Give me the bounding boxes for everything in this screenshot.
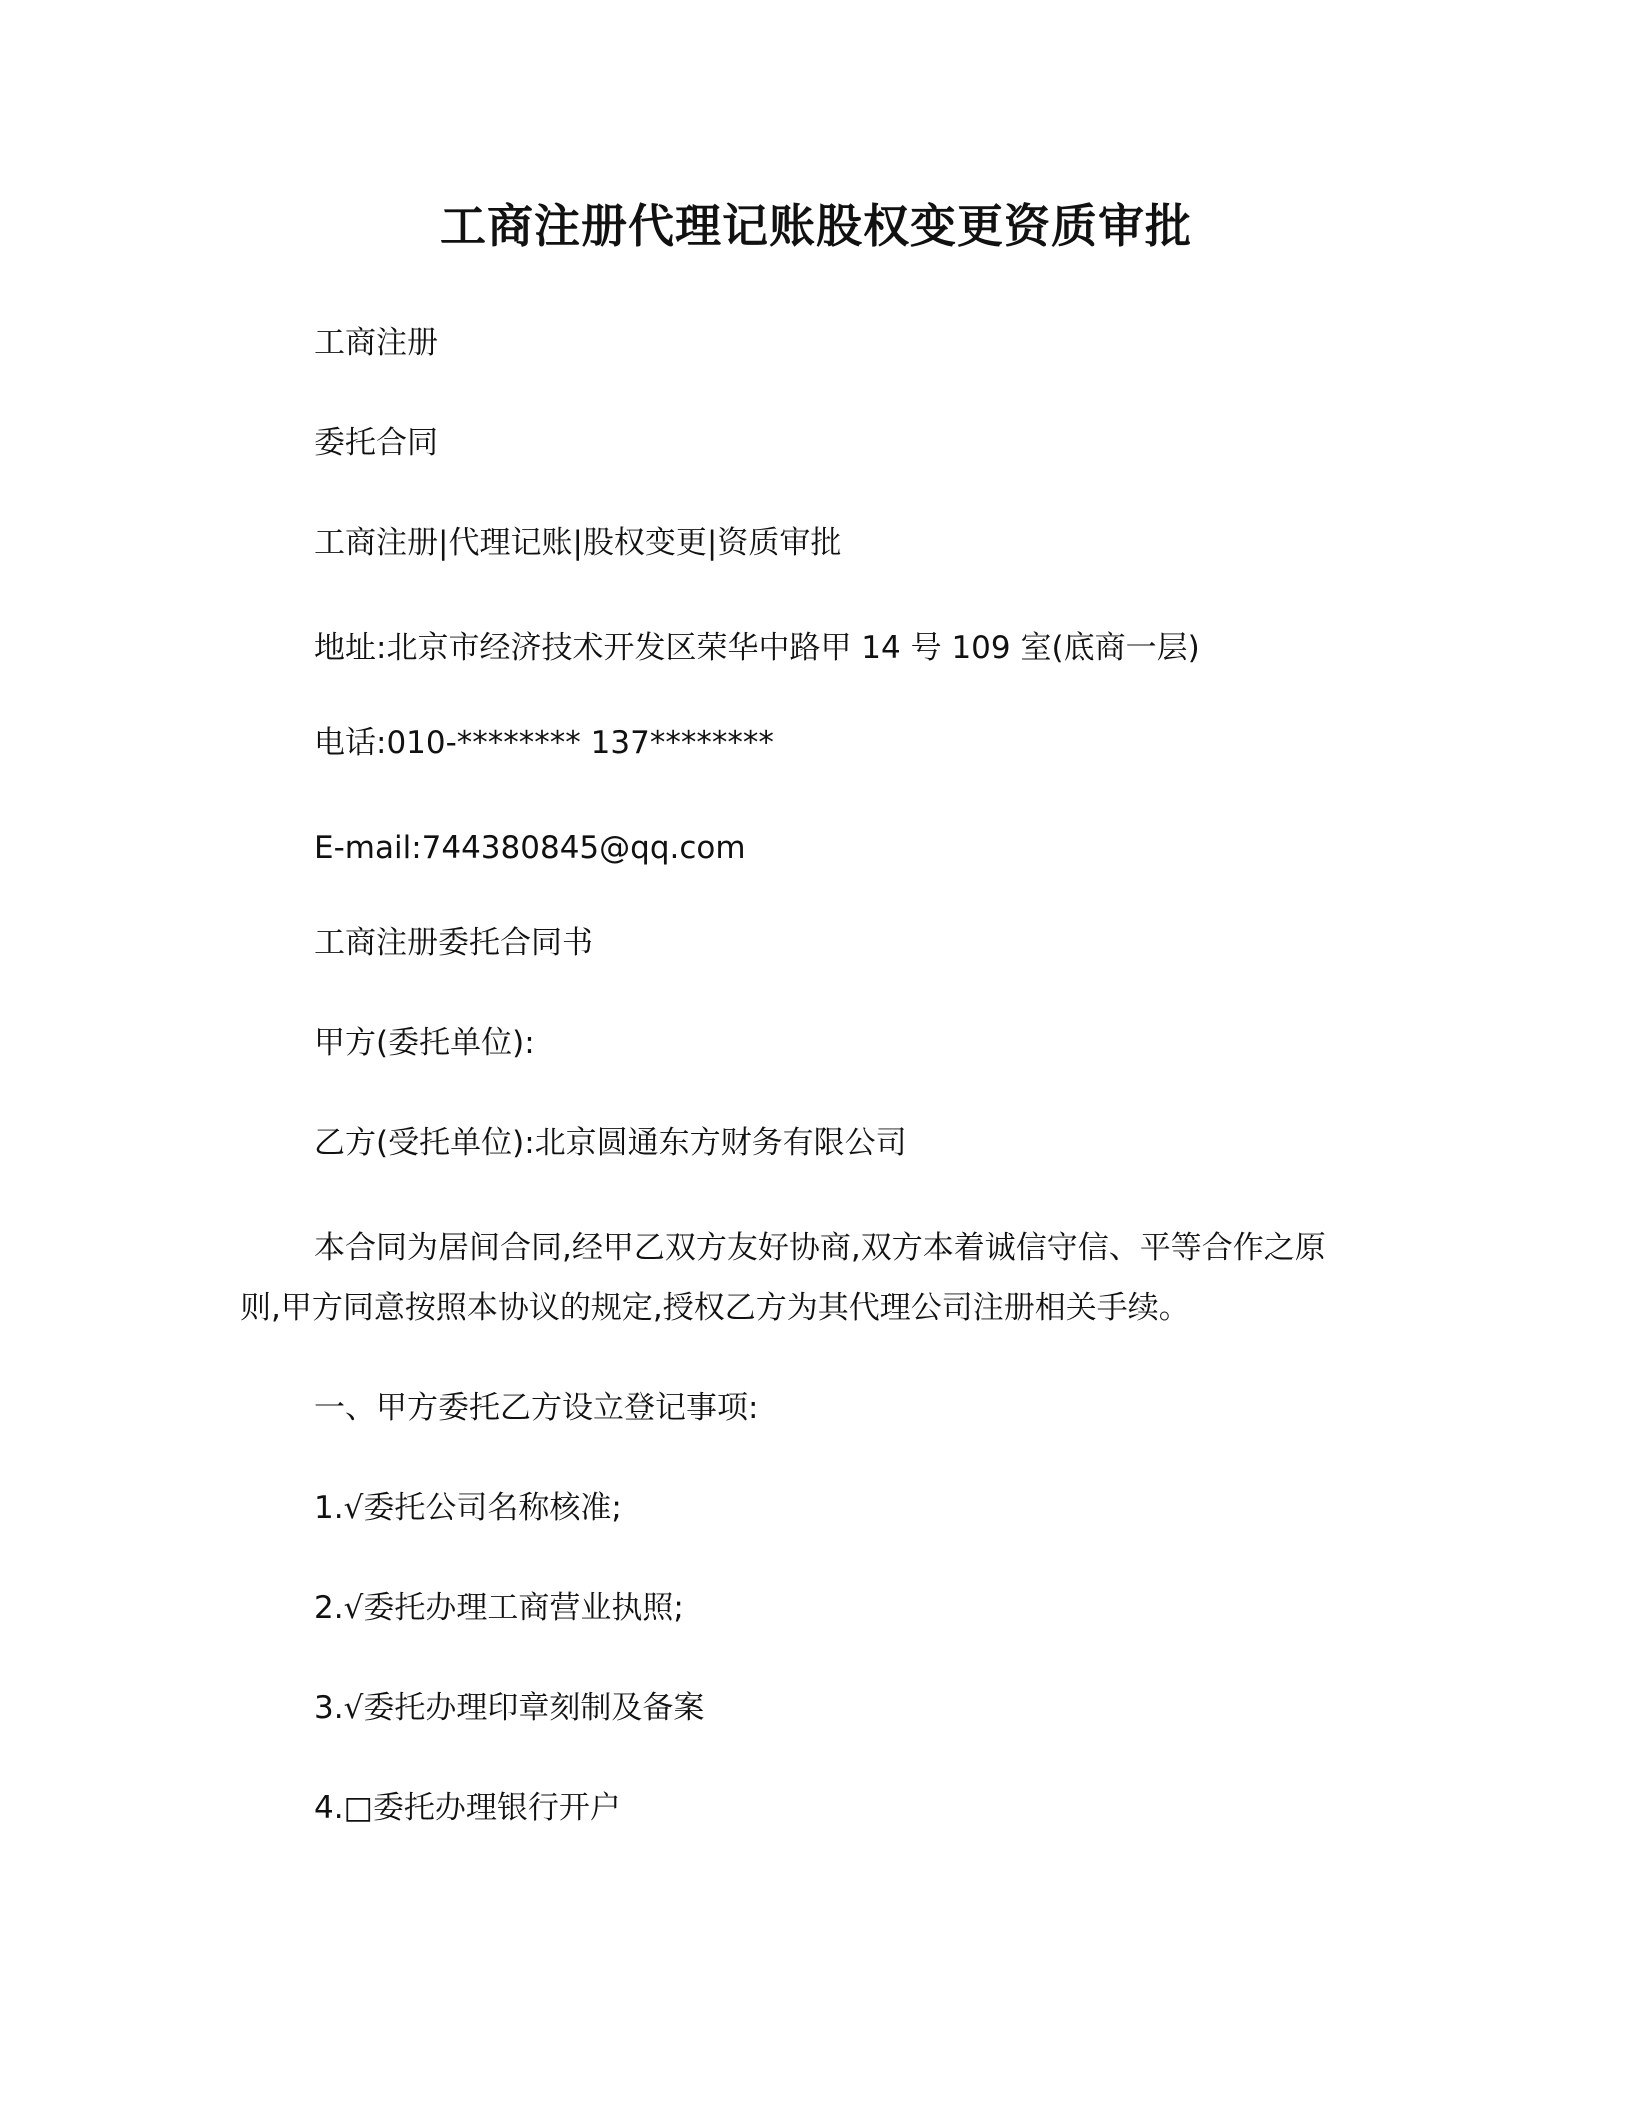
doc-paragraph-intro: 本合同为居间合同,经甲乙双方友好协商,双方本着诚信守信、平等合作之原则,甲方同意按照本协议的规定,授权乙方为其代理公司注册相关手续。 [240, 1230, 1326, 1326]
doc-line-party-a: 甲方(委托单位): [314, 1025, 535, 1061]
doc-line-contract: 委托合同 [314, 425, 438, 461]
document-title: 工商注册代理记账股权变更资质审批 [440, 199, 1192, 253]
doc-line-registration: 工商注册 [314, 325, 438, 361]
doc-line-phone: 电话:010-******** 137******** [314, 725, 774, 761]
doc-item-bank-account: 4.□委托办理银行开户 [314, 1790, 621, 1826]
doc-line-party-b: 乙方(受托单位):北京圆通东方财务有限公司 [314, 1125, 907, 1161]
doc-item-name-approval: 1.√委托公司名称核准; [314, 1490, 622, 1526]
doc-item-business-license: 2.√委托办理工商营业执照; [314, 1590, 684, 1626]
doc-line-address: 地址:北京市经济技术开发区荣华中路甲 14 号 109 室(底商一层) [314, 630, 1200, 666]
doc-line-contract-book: 工商注册委托合同书 [314, 925, 593, 961]
doc-line-email: E-mail:744380845@qq.com [314, 830, 746, 866]
doc-section-heading: 一、甲方委托乙方设立登记事项: [314, 1390, 759, 1426]
doc-line-services: 工商注册|代理记账|股权变更|资质审批 [314, 525, 842, 561]
doc-item-seal: 3.√委托办理印章刻制及备案 [314, 1690, 705, 1726]
